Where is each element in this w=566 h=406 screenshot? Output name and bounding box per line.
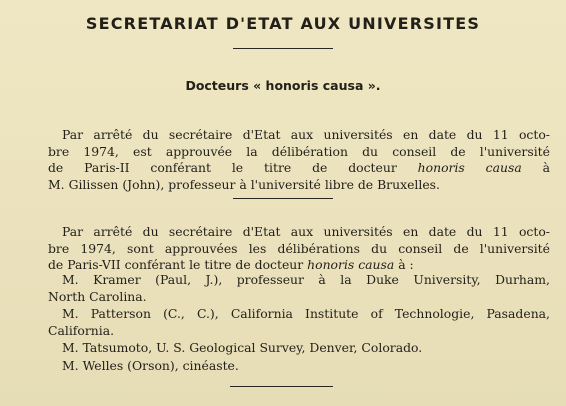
paragraph-line: M. Welles (Orson), cinéaste.	[62, 358, 239, 373]
paragraph-line: M. Patterson (C., C.), California Institute of Technologie, Pasadena,	[62, 306, 550, 321]
divider-rule	[230, 386, 333, 387]
paragraph-line: bre 1974, sont approuvées les délibérations du conseil de l'université	[48, 240, 550, 256]
recipient-item	[48, 306, 550, 339]
section-subtitle: Docteurs « honoris causa ».	[185, 78, 381, 93]
paragraph-line: M. Tatsumoto, U. S. Geological Survey, Denver, Colorado.	[62, 340, 423, 355]
italic-text: honoris causa	[417, 160, 522, 175]
paragraph-line: Par arrêté du secrétaire d'Etat aux universités en date du 11 octo-	[62, 224, 550, 239]
paragraph-line	[48, 160, 550, 177]
decree-paragraph-2	[48, 224, 550, 274]
paragraph-text: de Paris-VII conférant le titre de docteur	[48, 257, 304, 272]
paragraph-line: M. Gilissen (John), professeur à l'université libre de Bruxelles.	[48, 176, 440, 192]
recipient-item	[48, 358, 550, 375]
divider-rule	[233, 48, 333, 49]
paragraph-line: North Carolina.	[48, 288, 147, 304]
paragraph-text: à	[542, 160, 550, 175]
recipient-item	[48, 340, 550, 357]
paragraph-line: California.	[48, 322, 115, 338]
divider-rule	[233, 198, 333, 199]
paragraph-text: à :	[398, 257, 414, 272]
paragraph-text: de Paris-II conférant le titre de docteur	[48, 160, 397, 175]
paragraph-line: bre 1974, est approuvée la délibération du conseil de l'université	[48, 143, 550, 159]
paragraph-line: M. Kramer (Paul, J.), professeur à la Duke University, Durham,	[62, 272, 550, 287]
page-title: SECRETARIAT D'ETAT AUX UNIVERSITES	[85, 14, 481, 33]
italic-text: honoris causa	[307, 257, 395, 272]
paragraph-line: Par arrêté du secrétaire d'Etat aux universités en date du 11 octo-	[62, 127, 550, 142]
recipient-item	[48, 272, 550, 305]
decree-paragraph-1	[48, 127, 550, 193]
